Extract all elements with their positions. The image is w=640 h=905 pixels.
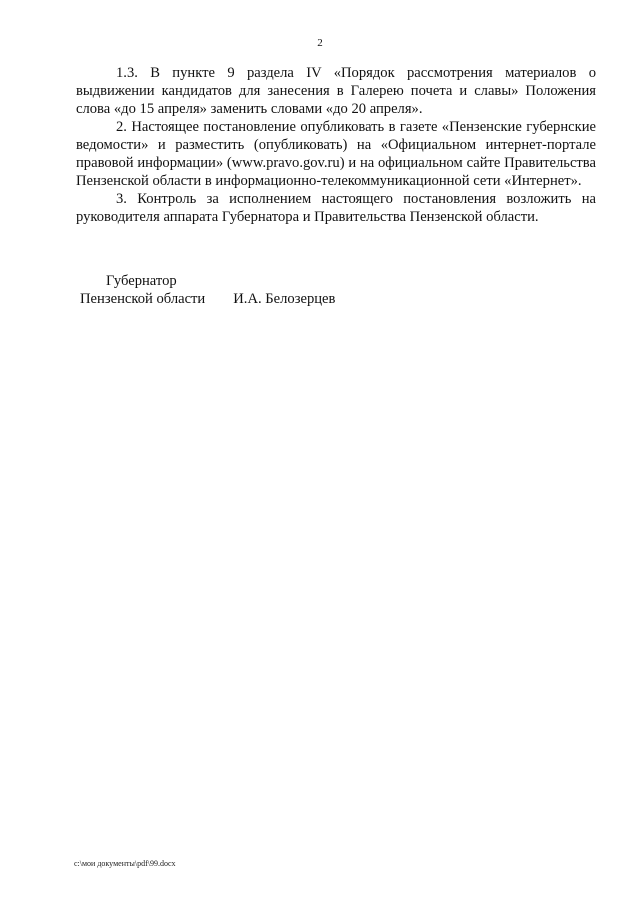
footer-file-path: c:\мои документы\pdf\99.docx <box>74 859 176 868</box>
signature-row <box>80 290 335 308</box>
paragraph-3: 3. Контроль за исполнением настоящего постановления возложить на руководителя аппарата Губернатора и Правительства Пензенской области. <box>76 191 596 225</box>
signature-block <box>80 272 335 308</box>
paragraph-2: 2. Настоящее постановление опубликовать в газете «Пензенские губернские ведомости» и разместить (опубликовать) на «Официальном интернет-портале правовой информации» (www.pravo.gov.ru) и на официальном сайте Правительства Пензенской области в информационно-телекоммуникационной сети «Интернет». <box>76 119 596 189</box>
signatory-name: И.А. Белозерцев <box>233 291 336 307</box>
paragraph-1-3: 1.3. В пункте 9 раздела IV «Порядок рассмотрения материалов о выдвижении кандидатов для занесения в Галерею почета и славы» Положения слова «до 15 апреля» заменить словами «до 20 апреля». <box>76 65 596 117</box>
signature-title-region: Пензенской области <box>80 291 206 307</box>
signature-title-governor: Губернатор <box>106 273 177 289</box>
document-body <box>76 64 596 226</box>
page-number: 2 <box>317 37 323 49</box>
